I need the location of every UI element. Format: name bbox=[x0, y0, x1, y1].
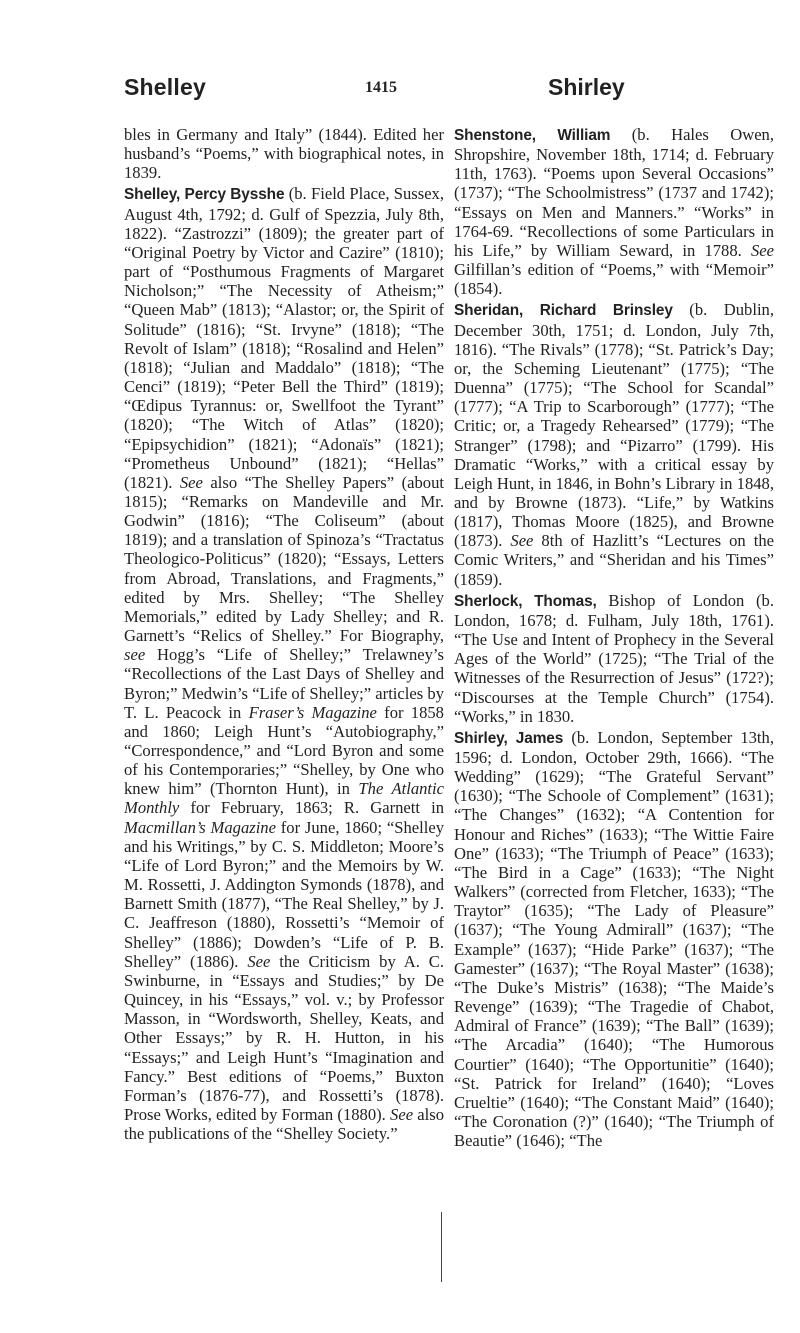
entry-headword: Shenstone, William bbox=[454, 127, 611, 144]
entry-text: the Criticism by A. C. Swinburne, in “Essays and Studies;” by De Quincey, in his “Essays,” vol. v.; by Professor Masson, in “Wordsworth, Shelley, Keats, and Other Essays;” by R. H. Hutton, in his “Essays;” and Leigh Hunt’s “Imagination and Fancy.” Best editions of “Poems,” Buxton Forman’s (1876-77), and Rossetti’s (1878). Prose Works, edited by Forman (1880). bbox=[124, 951, 445, 1124]
italic-text: See bbox=[179, 472, 203, 492]
header-right-word: Shirley bbox=[548, 74, 625, 100]
right-column bbox=[454, 125, 774, 1150]
entry-text: (b. Field Place, Sussex, August 4th, 1792; d. Gulf of Spezzia, July 8th, 1822). “Zastrozzi” (1809); the greater part of “Original Poetry by Victor and Cazire” (1810); part of “Posthumous Fragments of Margaret Nicholson;” “The Necessity of Atheism;” “Queen Mab” (1813); “Alastor; or, the Spirit of Solitude” (1816); “St. Irvyne” (1818); “The Revolt of Islam” (1818); “Rosalind and Helen” (1818); “Julian and Maddalo” (1818); “The Cenci” (1819); “Peter Bell the Third” (1819); “Œdipus Tyrannus: or, Swellfoot the Tyrant” (1820); “The Witch of Atlas” (1820); “Epipsychidion” (1821); “Adonaïs” (1821); “Prometheus Unbound” (1821); “Hellas” (1821). bbox=[124, 184, 445, 492]
entry-text: also the publications of the “Shelley Society.” bbox=[124, 1104, 444, 1144]
entry-text: also “The Shelley Papers” (about 1815); “Remarks on Mandeville and Mr. Godwin” (1816); “The Coliseum” (about 1819); and a translation of Spinoza’s “Tractatus Theologico-Politicus” (1820); “Essays, Letters from Abroad, Translations, and Fragments,” edited by Mrs. Shelley; “The Shelley Memorials,” edited by Lady Shelley; and R. Garnett’s “Relics of Shelley.” For Biography, bbox=[124, 472, 444, 646]
entry-shelley_mary_cont bbox=[124, 125, 444, 182]
entry-text: Bishop of London (b. London, 1678; d. Fulham, July 18th, 1761). “The Use and Intent of Prophecy in the Several Ages of the World” (1725); “The Trial of the Witnesses of the Resurrection of Jesus” (172?); “Discourses at the Temple Church” (1754). “Works,” in 1830. bbox=[454, 590, 774, 726]
header-left-word: Shelley bbox=[124, 74, 206, 100]
italic-text: The Atlantic Monthly bbox=[124, 779, 444, 818]
entry-shelley_percy bbox=[124, 184, 444, 1143]
italic-text: see bbox=[124, 645, 146, 665]
entry-text: (b. London, September 13th, 1596; d. London, October 29th, 1666). “The Wedding” (1629); “The Grateful Servant” (1630); “The Schoole of Complement” (1631); “The Changes” (1632); “A Contention for Honour and Riches” (1633); “The Wittie Faire One” (1633); “The Triumph of Peace” (1633); “The Bird in a Cage” (1633); “The Night Walkers” (corrected from Fletcher, 1633); “The Traytor” (1635); “The Lady of Pleasure” (1637); “The Young Admirall” (1637); “The Example” (1637); “Hide Parke” (1637); “The Gamester” (1637); “The Royal Master” (1638); “The Duke’s Mistris” (1638); “The Maide’s Revenge” (1639); “The Tragedie of Chabot, Admiral of France” (1639); “The Ball” (1639); “The Arcadia” (1640); “The Humorous Courtier” (1640); “The Opportunitie” (1640); “St. Patrick for Ireland” (1640); “Loves Crueltie” (1640); “The Constant Maid” (1640); “The Coronation (?)” (1640); “The Triumph of Beautie” (1646); “The bbox=[454, 727, 774, 1151]
entry-text: (b. Hales Owen, Shropshire, November 18th, 1714; d. February 11th, 1763). “Poems upon Several Occasions” (1737); “The Schoolmistress” (1737 and 1742); “Essays on Men and Manners.” “Works” in 1764-69. “Recollections of some Particulars in his Life,” by William Seward, in 1788. bbox=[454, 125, 774, 260]
italic-text: Macmillan’s Magazine bbox=[124, 817, 276, 837]
entry-headword: Shirley, James bbox=[454, 729, 564, 747]
entry-sherlock bbox=[454, 591, 774, 726]
entry-text: Hogg’s “Life of Shelley;” Trelawney’s “Recollections of the Last Days of Shelley and Byron;” Medwin’s “Life of Shelley;” articles by T. L. Peacock in bbox=[124, 645, 444, 722]
entry-shirley bbox=[454, 728, 774, 1150]
column-divider bbox=[441, 1212, 442, 1282]
running-header bbox=[0, 74, 800, 114]
entry-headword: Sheridan, Richard Brinsley bbox=[454, 302, 673, 320]
entry-text: 8th of Hazlitt’s “Lectures on the Comic Writers,” and “Sheridan and his Times” (1859). bbox=[454, 531, 774, 589]
page-number: 1415 bbox=[365, 79, 397, 96]
italic-text: See bbox=[390, 1104, 414, 1124]
entry-headword: Shelley, Percy Bysshe bbox=[124, 186, 285, 204]
entry-text: for 1858 and 1860; Leigh Hunt’s “Autobiography,” “Correspondence,” and “Lord Byron and some of his Contemporaries;” “Shelley, by One who knew him” (Thornton Hunt), in bbox=[124, 702, 444, 799]
italic-text: See bbox=[247, 951, 271, 971]
italic-text: Fraser’s Magazine bbox=[248, 702, 377, 722]
entry-sheridan bbox=[454, 300, 774, 588]
entry-text: for February, 1863; R. Garnett in bbox=[179, 798, 444, 818]
italic-text: See bbox=[510, 531, 534, 551]
entry-shenstone bbox=[454, 125, 774, 298]
entry-headword: Sherlock, Thomas, bbox=[454, 592, 597, 610]
entry-text: bles in Germany and Italy” (1844). Edited her husband’s “Poems,” with biographical notes, in 1839. bbox=[124, 125, 444, 183]
entry-text: for June, 1860; “Shelley and his Writings,” by C. S. Middleton; Moore’s “Life of Lord Byron;” and the Memoirs by W. M. Rossetti, J. Addington Symonds (1878), and Barnett Smith (1877), “The Real Shelley,” by J. C. Jeaffreson (1880), Rossetti’s “Memoir of Shelley” (1886); Dowden’s “Life of P. B. Shelley” (1886). bbox=[124, 817, 445, 971]
entry-text: Gilfillan’s edition of “Poems,” with “Memoir” (1854). bbox=[454, 260, 774, 299]
italic-text: See bbox=[750, 240, 774, 260]
entry-text: (b. Dublin, December 30th, 1751; d. London, July 7th, 1816). “The Rivals” (1778); “St. Patrick’s Day; or, the Scheming Lieutenant” (1775); “The Duenna” (1775); “The School for Scandal” (1777); “A Trip to Scarborough” (1777); “The Critic; or, a Tragedy Rehearsed” (1779); “The Stranger” (1798); and “Pizarro” (1799). His Dramatic “Works,” with a critical essay by Leigh Hunt, in 1846, in Bohn’s Library in 1848, and by Browne (1873). “Life,” by Watkins (1817), Thomas Moore (1825), and Browne (1873). bbox=[454, 300, 775, 551]
left-column bbox=[124, 125, 444, 1143]
